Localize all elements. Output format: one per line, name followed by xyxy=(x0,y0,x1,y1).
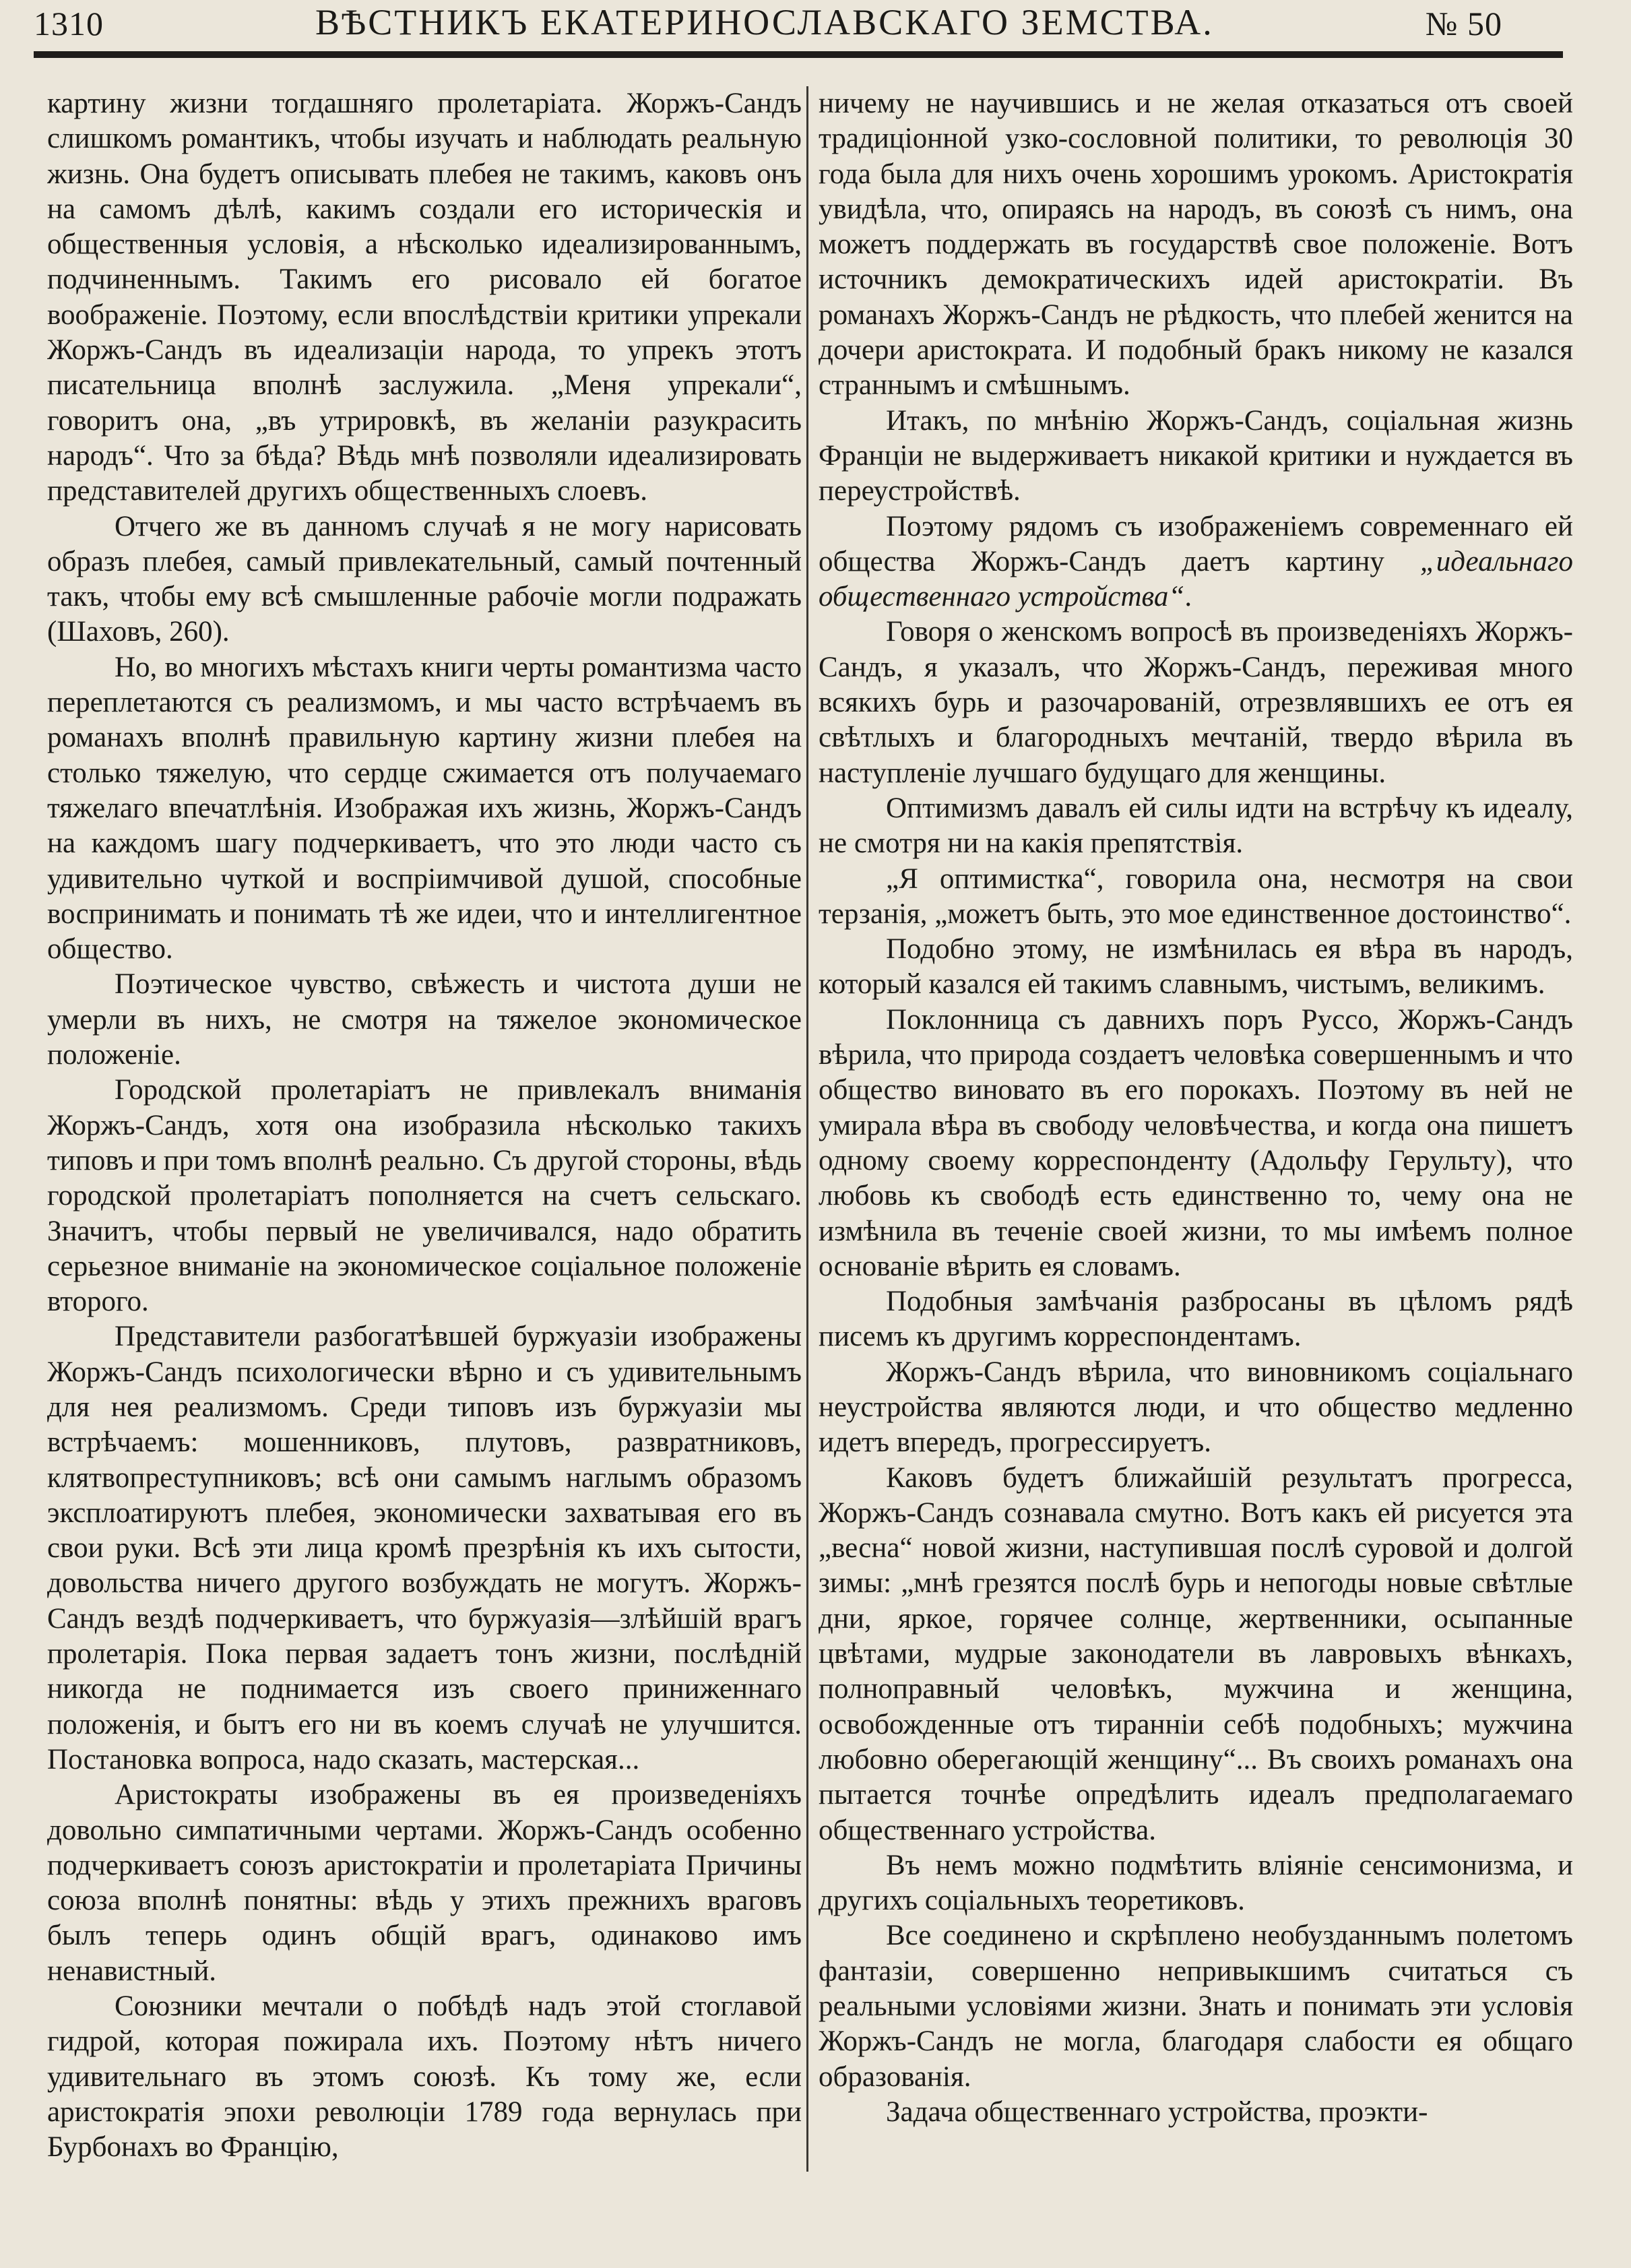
header-rule xyxy=(34,51,1563,58)
paragraph: „Я оптимистка“, говорила она, несмотря на свои терзанія, „можетъ быть, это мое единственное достоинство“. xyxy=(819,862,1573,930)
text-run: . xyxy=(1184,581,1192,613)
paragraph: ничему не научившись и не желая отказаться отъ своей традиціонной узко-сословной политики, то революція 30 года была для нихъ очень хорошимъ урокомъ. Аристократія увидѣла, что, опираясь на народъ, въ союзѣ съ нимъ, она можетъ поддержать въ государствѣ свое положеніе. Вотъ источникъ демократическихъ идей аристократіи. Въ романахъ Жоржъ-Сандъ не рѣдкость, что плебей женится на дочери аристократа. И подобный бракъ никому не казался страннымъ и смѣшнымъ. xyxy=(819,88,1573,402)
paragraph: Оптимизмъ давалъ ей силы идти на встрѣчу къ идеалу, не смотря ни на какія препятствія. xyxy=(819,792,1573,860)
column-divider xyxy=(806,86,808,2172)
paragraph: Представители разбогатѣвшей буржуазіи изображены Жоржъ-Сандъ психологически вѣрно и съ удивительнымъ для нея реализмомъ. Среди типовъ изъ буржуазіи мы встрѣчаемъ: мошенниковъ, плутовъ, развратниковъ, клятвопреступниковъ; всѣ они самымъ наглымъ образомъ эксплоатируютъ плебея, экономически захватывая его въ свои руки. Всѣ эти лица кромѣ презрѣнія къ ихъ сытости, довольства ничего другого возбуждать не могутъ. Жоржъ-Сандъ вездѣ подчеркиваетъ, что буржуазія—злѣйшій врагъ пролетарія. Пока первая задаетъ тонъ жизни, послѣдній никогда не поднимается изъ своего приниженнаго положенія, и бытъ его ни въ коемъ случаѣ не улучшится. Постановка вопроса, надо сказать, мастерская... xyxy=(47,1321,802,1775)
paragraph: Союзники мечтали о побѣдѣ надъ этой стоглавой гидрой, которая пожирала ихъ. Поэтому нѣтъ ничего удивительнаго въ этомъ союзѣ. Къ тому же, если аристократія эпохи революціи 1789 года вернулась при Бурбонахъ во Францію, xyxy=(47,1990,802,2164)
issue-number: № 50 xyxy=(1425,5,1502,42)
paragraph: Поэтическое чувство, свѣжесть и чистота души не умерли въ нихъ, не смотря на тяжелое экономическое положеніе. xyxy=(47,968,802,1071)
paragraph: Отчего же въ данномъ случаѣ я не могу нарисовать образъ плебея, самый привлекательный, самый почтенный такъ, чтобы ему всѣ смышленные рабочіе могли подражать (Шаховъ, 260). xyxy=(47,510,802,648)
paragraph: Говоря о женскомъ вопросѣ въ произведеніяхъ Жоржъ-Сандъ, я указалъ, что Жоржъ-Сандъ, переживая много всякихъ бурь и разочарованій, отрезвлявшихъ ее отъ ея свѣтлыхъ и благородныхъ мечтаній, твердо вѣрила въ наступленіе лучшаго будущаго для женщины. xyxy=(819,616,1573,789)
paragraph: Жоржъ-Сандъ вѣрила, что виновникомъ соціальнаго неустройства являются люди, и что общество медленно идетъ впередъ, прогрессируетъ. xyxy=(819,1356,1573,1459)
paragraph: картину жизни тогдашняго пролетаріата. Жоржъ-Сандъ слишкомъ романтикъ, чтобы изучать и наблюдать реальную жизнь. Она будетъ описывать плебея не такимъ, каковъ онъ на самомъ дѣлѣ, какимъ создали его историческія и общественныя условія, а нѣсколько идеализированнымъ, подчиненнымъ. Такимъ его рисовало ей богатое воображеніе. Поэтому, если впослѣдствіи критики упрекали Жоржъ-Сандъ въ идеализаціи народа, то упрекъ этотъ писательница вполнѣ заслужила. „Меня упрекали“, говоритъ она, „въ утрировкѣ, въ желаніи разукрасить народъ“. Что за бѣда? Вѣдь мнѣ позволяли идеализировать представителей другихъ общественныхъ слоевъ. xyxy=(47,88,802,507)
paragraph: Городской пролетаріатъ не привлекалъ вниманія Жоржъ-Сандъ, хотя она изобразила нѣсколько такихъ типовъ и при томъ вполнѣ реально. Съ другой стороны, вѣдь городской пролетаріатъ пополняется на счетъ сельскаго. Значитъ, чтобы первый не увеличивался, надо обратить серьезное вниманіе на экономическое соціальное положеніе второго. xyxy=(47,1074,802,1318)
italic-phrase: „идеальнаго общественнаго устройства“ xyxy=(819,545,1573,613)
text-run: Поэтому рядомъ съ изображеніемъ современнаго ей общества Жоржъ-Сандъ даетъ картину xyxy=(819,510,1573,577)
page-header xyxy=(34,0,1502,40)
publication-title: ВѢСТНИКЪ ЕКАТЕРИНОСЛАВСКАГО ЗЕМСТВА. xyxy=(315,2,1214,42)
paragraph: Все соединено и скрѣплено необузданнымъ полетомъ фантазіи, совершенно непривыкшимъ считаться съ реальными условіями жизни. Знать и понимать эти условія Жоржъ-Сандъ не могла, благодаря слабости ея общаго образованія. xyxy=(819,1920,1573,2093)
paragraph: Каковъ будетъ ближайшій результатъ прогресса, Жоржъ-Сандъ сознавала смутно. Вотъ какъ ей рисуется эта „весна“ новой жизни, наступившая послѣ суровой и долгой зимы: „мнѣ грезятся послѣ бурь и непогоды новые свѣтлые дни, яркое, горячее солнце, жертвенники, осыпанные цвѣтами, мудрые законодатели въ лавровыхъ вѣнкахъ, полноправный человѣкъ, мужчина и женщина, освобожденные отъ тиранніи себѣ подобныхъ; мужчина любовно оберегающій женщину“... Въ своихъ романахъ она пытается точнѣе опредѣлить идеалъ предполагаемаго общественнаго устройства. xyxy=(819,1461,1573,1846)
paragraph: Поклонница съ давнихъ поръ Руссо, Жоржъ-Сандъ вѣрила, что природа создаетъ человѣка совершеннымъ и что общество виновато въ его порокахъ. Поэтому въ ней не умирала вѣра въ свободу человѣчества, и когда она пишетъ одному своему корреспонденту (Адольфу Герульту), что любовь къ свободѣ есть единственно то, чему она не измѣнила въ теченіе своей жизни, то мы имѣемъ полное основаніе вѣрить ея словамъ. xyxy=(819,1003,1573,1282)
paragraph: Но, во многихъ мѣстахъ книги черты романтизма часто переплетаются съ реализмомъ, и мы часто встрѣчаемъ въ романахъ вполнѣ правильную картину жизни плебея на столько тяжелую, что сердце сжимается отъ получаемаго тяжелаго впечатлѣнія. Изображая ихъ жизнь, Жоржъ-Сандъ на каждомъ шагу подчеркиваетъ, что это люди часто съ удивительно чуткой и воспріимчивой душой, способные воспринимать и понимать тѣ же идеи, что и интеллигентное общество. xyxy=(47,651,802,966)
left-column xyxy=(47,86,802,2249)
paragraph: Аристократы изображены въ ея произведеніяхъ довольно симпатичными чертами. Жоржъ-Сандъ особенно подчеркиваетъ союзъ аристократіи и пролетаріата Причины союза вполнѣ понятны: вѣдь у этихъ прежнихъ враговъ былъ теперь одинъ общій врагъ, одинаково имъ ненавистный. xyxy=(47,1779,802,1987)
paragraph: Задача общественнаго устройства, проэкти- xyxy=(886,2096,1428,2128)
paragraph: Въ немъ можно подмѣтить вліяніе сенсимонизма, и другихъ соціальныхъ теоретиковъ. xyxy=(819,1849,1573,1917)
paragraph xyxy=(819,509,1573,615)
page-number: 1310 xyxy=(34,5,104,42)
right-column xyxy=(819,86,1573,2249)
paragraph: Подобно этому, не измѣнилась ея вѣра въ народъ, который казался ей такимъ славнымъ, чистымъ, великимъ. xyxy=(819,933,1573,1001)
paragraph: Подобныя замѣчанія разбросаны въ цѣломъ рядѣ писемъ къ другимъ корреспондентамъ. xyxy=(819,1286,1573,1353)
paragraph: Итакъ, по мнѣнію Жоржъ-Сандъ, соціальная жизнь Франціи не выдерживаетъ никакой критики и нуждается въ переустройствѣ. xyxy=(819,404,1573,507)
